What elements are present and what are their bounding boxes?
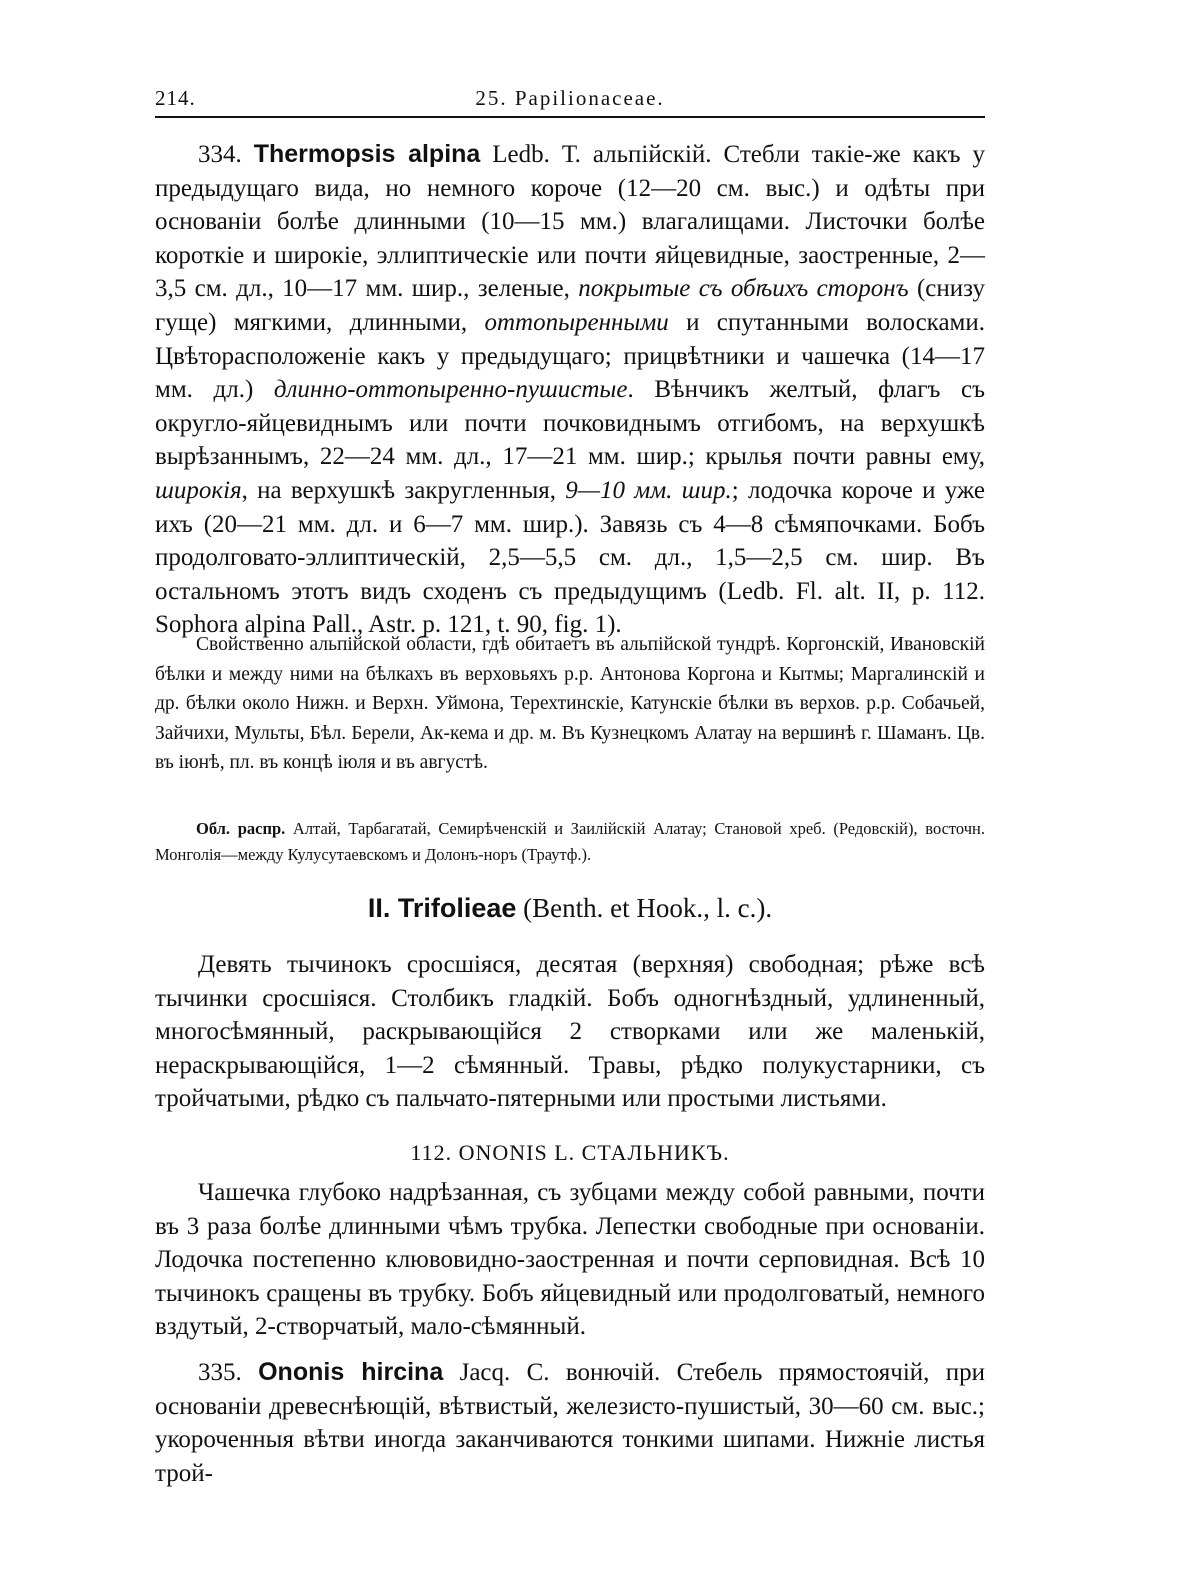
species-334-text-2: (снизу гуще) мягкими, длинными, — [155, 275, 985, 336]
species-334-author: Ledb. — [492, 141, 550, 168]
species-334-italic-5: 9—10 мм. шир. — [565, 476, 732, 504]
species-334-text-1: Т. альпійскій. Стебли такіе-же какъ у предыдущаго вида, но немного короче (12—20 см. выс.) и одѣты при основаніи болѣе длинными (10—15 мм.) влагалищами. Листочки болѣе короткіе и широкіе, эллиптическіе или почти яйцевидные, заостренные, 2—3,5 см. дл., 10—17 мм. шир., зеленые, — [155, 141, 986, 303]
species-335-number: 335. — [198, 1359, 242, 1386]
species-334-description — [155, 138, 985, 642]
species-334-italic-3: длинно-оттопыренно-пушистые — [273, 376, 628, 404]
tribe-heading — [155, 893, 985, 924]
species-334-text-3: и спутанными волосками. Цвѣторасположеніе какъ у предыдущаго; прицвѣтники и чашечка (14—17 мм. дл.) — [155, 308, 985, 404]
species-334-name: Thermopsis alpina — [253, 140, 481, 168]
species-334-italic-2: оттопыренными — [484, 308, 669, 336]
tribe-name: II. Trifolieae — [367, 893, 517, 923]
species-334-text-4: . Вѣнчикъ желтый, флагъ съ округло-яйцевиднымъ или почти почковиднымъ отгибомъ, на верхушкѣ вырѣзаннымъ, 22—24 мм. дл., 17—21 мм. шир.; крылья почти равны ему, — [155, 376, 985, 471]
species-334-text-6: ; лодочка короче и уже ихъ (20—21 мм. дл. и 6—7 мм. шир.). Завязь съ 4—8 сѣмяпочками. Бобъ продолговато-эллиптическій, 2,5—5,5 см. дл., 1,5—2,5 см. шир. Въ остальномъ этотъ видъ сходенъ съ предыдущимъ (Ledb. Fl. alt. II, p. 112. Sophora alpina Pall., Astr. p. 121, t. 90, fig. 1). — [155, 476, 985, 639]
tribe-description: Девять тычинокъ сросшіяся, десятая (верхняя) свободная; рѣже всѣ тычинки сросшіяся. Столбикъ гладкій. Бобъ одногнѣздный, удлиненный, многосѣмянный, раскрывающійся 2 створками или же маленькій, нераскрывающійся, 1—2 сѣмянный. Травы, рѣдко полукустарники, съ тройчатыми, рѣдко съ пальчато-пятерными или простыми листьями. — [155, 951, 985, 1113]
species-334-number: 334. — [198, 141, 242, 168]
species-335-author: Jacq. — [443, 1359, 511, 1386]
tribe-author: (Benth. et Hook., l. c.). — [516, 893, 773, 923]
species-334-italic-4: широкія — [155, 476, 242, 504]
running-title: 25. Papilionaceae. — [475, 86, 665, 110]
distribution-text: Алтай, Тарбагатай, Семирѣченскій и Заилійскій Алатау; Становой хреб. (Редовскій), восточн. Монголія—между Кулусутаевскомъ и Долонъ-норъ (Траутф.). — [155, 819, 985, 864]
distribution-label: Обл. распр. — [196, 819, 286, 838]
species-335-text: С. вонючій. Стебель прямостоячій, при основаніи древеснѣющій, вѣтвистый, железисто-пушистый, 30—60 см. выс.; укороченныя вѣтви иногда заканчиваются тонкими шипами. Нижніе листья трой- — [155, 1359, 986, 1487]
page-number: 214. — [155, 86, 196, 110]
species-334-text-5: , на верхушкѣ закругленныя, — [241, 476, 566, 504]
genus-description: Чашечка глубоко надрѣзанная, съ зубцами между собой равными, почти въ 3 раза болѣе длинными чѣмъ трубка. Лепестки свободные при основаніи. Лодочка постепенно клювовидно-заостренная и почти серповидная. Всѣ 10 тычинокъ сращены въ трубку. Бобъ яйцевидный или продолговатый, немного вздутый, 2-створчатый, мало-сѣмянный. — [155, 1179, 985, 1341]
genus-heading: 112. ONONIS L. СТАЛЬНИКЪ. — [410, 1140, 730, 1165]
species-334-habitat: Свойственно альпійской области, гдѣ обитаетъ въ альпійской тундрѣ. Коргонскій, Ивановскій бѣлки и между ними на бѣлкахъ въ верховьяхъ р.р. Антонова Коргона и Кытмы; Маргалинскій и др. бѣлки около Нижн. и Верхн. Уймона, Терехтинскіе, Катунскіе бѣлки въ верхов. р.р. Собачьей, Зайчихи, Мульты, Бѣл. Берели, Ак-кема и др. м. Въ Кузнецкомъ Алатау на вершинѣ г. Шаманъ. Цв. въ іюнѣ, пл. въ концѣ іюля и въ августѣ. — [155, 634, 985, 773]
species-335-name: Ononis hircina — [258, 1358, 444, 1386]
running-head — [155, 86, 985, 118]
species-335-description — [155, 1356, 985, 1490]
species-334-italic-1: покрытые съ обѣихъ сторонъ — [578, 275, 909, 303]
species-334-distribution — [155, 816, 985, 868]
